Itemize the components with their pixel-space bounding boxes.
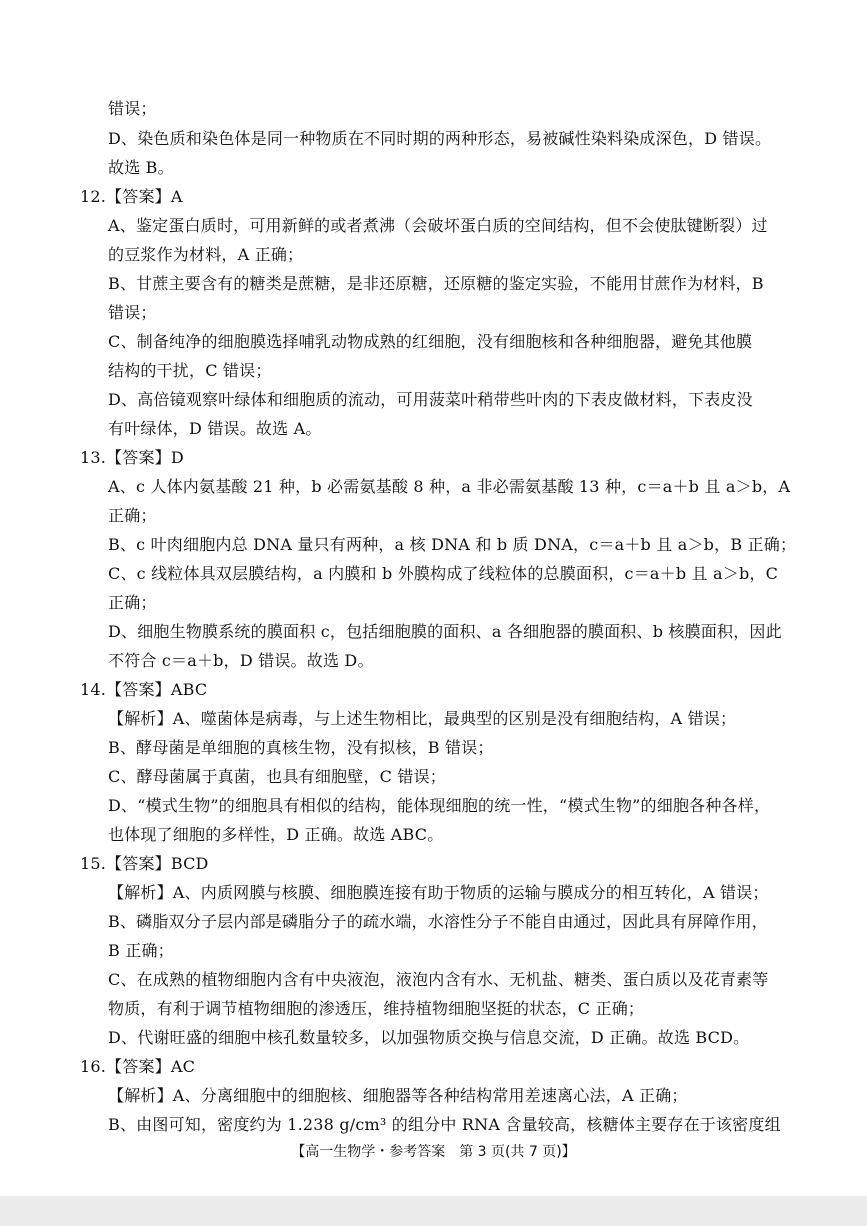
text-line: A、鉴定蛋白质时，可用新鲜的或者煮沸（会破坏蛋白质的空间结构，但不会使肽键断裂）过 <box>108 216 768 235</box>
page-footer: 【高一生物学・参考答案 第 3 页(共 7 页)】 <box>291 1144 576 1160</box>
text-line: 【解析】A、噬菌体是病毒，与上述生物相比，最典型的区别是没有细胞结构，A 错误； <box>108 709 737 728</box>
text-line: 有叶绿体，D 错误。故选 A。 <box>108 419 322 438</box>
question-answer-heading: 14.【答案】ABC <box>80 680 208 699</box>
text-line: 也体现了细胞的多样性，D 正确。故选 ABC。 <box>108 825 444 844</box>
text-line: D、染色质和染色体是同一种物质在不同时期的两种形态，易被碱性染料染成深色，D 错误。 <box>108 129 772 148</box>
text-line: B、酵母菌是单细胞的真核生物，没有拟核，B 错误； <box>108 738 494 757</box>
text-line: C、在成熟的植物细胞内含有中央液泡，液泡内含有水、无机盐、糖类、蛋白质以及花青素等 <box>108 970 769 989</box>
text-line: D、代谢旺盛的细胞中核孔数量较多，以加强物质交换与信息交流，D 正确。故选 BCD。 <box>108 1028 750 1047</box>
text-line: 物质，有利于调节植物细胞的渗透压，维持植物细胞坚挺的状态，C 正确； <box>108 999 645 1018</box>
text-line: 【解析】A、内质网膜与核膜、细胞膜连接有助于物质的运输与膜成分的相互转化，A 错误； <box>108 883 769 902</box>
text-line: C、c 线粒体具双层膜结构，a 内膜和 b 外膜构成了线粒体的总膜面积，c＝a＋b 且 a＞b，C <box>108 564 779 583</box>
text-line: 不符合 c＝a＋b，D 错误。故选 D。 <box>108 651 374 670</box>
text-line: 错误； <box>108 303 157 322</box>
question-answer-heading: 12.【答案】A <box>80 187 183 206</box>
text-line: 正确； <box>108 593 157 612</box>
text-line: B、磷脂双分子层内部是磷脂分子的疏水端，水溶性分子不能自由通过，因此具有屏障作用， <box>108 912 768 931</box>
text-line: D、“模式生物”的细胞具有相似的结构，能体现细胞的统一性，“模式生物”的细胞各种各样， <box>108 796 771 815</box>
question-answer-heading: 13.【答案】D <box>80 448 184 467</box>
text-line: 的豆浆作为材料，A 正确； <box>108 245 304 264</box>
text-line: D、高倍镜观察叶绿体和细胞质的流动，可用菠菜叶稍带些叶肉的下表皮做材料，下表皮没 <box>108 390 753 409</box>
text-line: C、酵母菌属于真菌，也具有细胞壁，C 错误； <box>108 767 446 786</box>
text-line: 结构的干扰，C 错误； <box>108 361 272 380</box>
text-line: 正确； <box>108 506 157 525</box>
text-line: D、细胞生物膜系统的膜面积 c，包括细胞膜的面积、a 各细胞器的膜面积、b 核膜面积，因此 <box>108 622 782 641</box>
text-line: B 正确； <box>108 941 174 960</box>
scan-bottom-band <box>0 1196 867 1226</box>
text-line: 错误； <box>108 99 157 118</box>
text-line: C、制备纯净的细胞膜选择哺乳动物成熟的红细胞，没有细胞核和各种细胞器，避免其他膜 <box>108 332 753 351</box>
question-answer-heading: 15.【答案】BCD <box>80 854 209 873</box>
question-answer-heading: 16.【答案】AC <box>80 1057 196 1076</box>
text-line: 【解析】A、分离细胞中的细胞核、细胞器等各种结构常用差速离心法，A 正确； <box>108 1086 688 1105</box>
text-line: A、c 人体内氨基酸 21 种，b 必需氨基酸 8 种，a 非必需氨基酸 13 种，c＝a＋b 且 a＞b，A <box>108 477 791 496</box>
text-line: B、甘蔗主要含有的糖类是蔗糖，是非还原糖，还原糖的鉴定实验，不能用甘蔗作为材料，B <box>108 274 764 293</box>
text-line: B、由图可知，密度约为 1.238 g/cm³ 的组分中 RNA 含量较高，核糖体主要存在于该密度组 <box>108 1115 781 1134</box>
text-line: B、c 叶肉细胞内总 DNA 量只有两种，a 核 DNA 和 b 质 DNA，c＝a＋b 且 a＞b，B 正确； <box>108 535 797 554</box>
text-line: 故选 B。 <box>108 158 174 177</box>
